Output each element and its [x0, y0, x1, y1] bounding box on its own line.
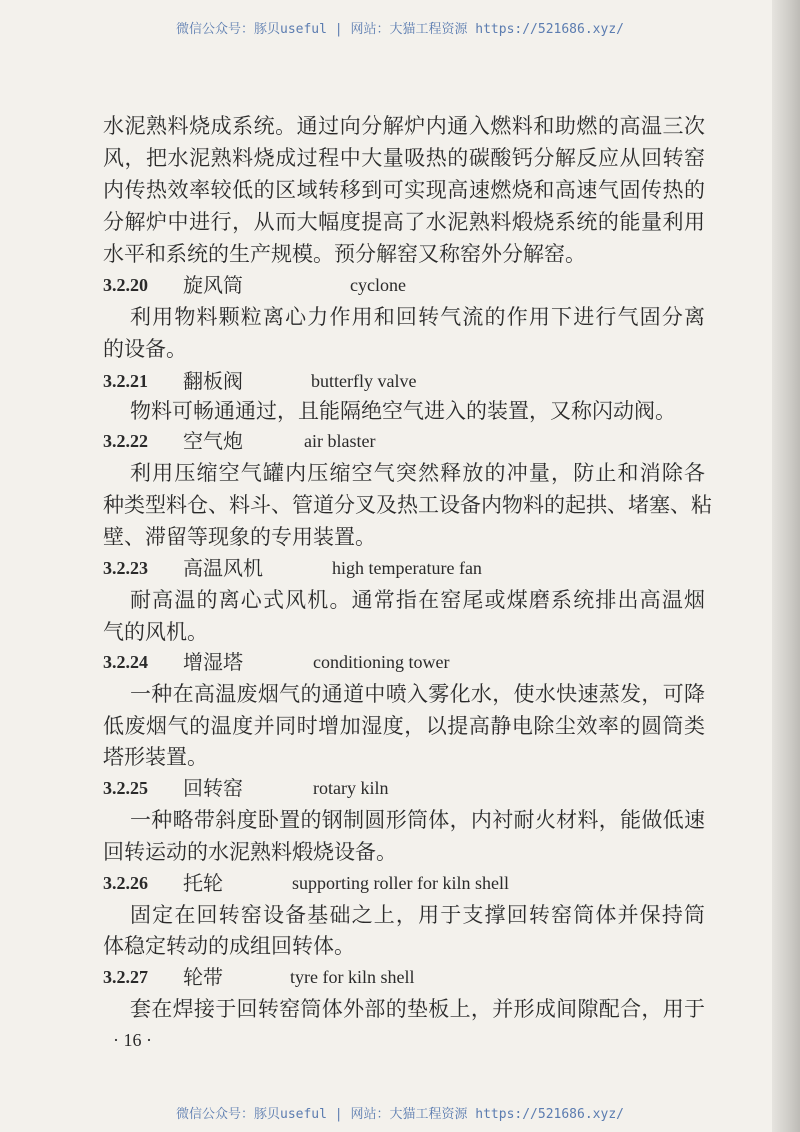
term-english: butterfly valve [311, 371, 417, 391]
term-heading [0, 367, 800, 395]
term-chinese: 高温风机 [183, 556, 263, 580]
definition-line: 气的风机。 [103, 620, 208, 644]
term-number: 3.2.26 [103, 873, 148, 893]
definition-line: 塔形装置。 [103, 745, 208, 769]
term-heading [0, 554, 800, 582]
term-english: tyre for kiln shell [290, 967, 415, 987]
term-heading [0, 648, 800, 676]
term-number: 3.2.23 [103, 558, 148, 578]
definition-line: 物料可畅通通过，且能隔绝空气进入的装置，又称闪动阀。 [130, 399, 676, 423]
definition-line: 低废烟气的温度并同时增加湿度，以提高静电除尘效率的圆筒类 [103, 714, 705, 738]
term-number: 3.2.20 [103, 275, 148, 295]
paragraph-line: 分解炉中进行，从而大幅度提高了水泥熟料煅烧系统的能量利用 [103, 210, 705, 234]
term-heading [0, 774, 800, 802]
term-chinese: 轮带 [183, 965, 223, 989]
term-heading [0, 427, 800, 455]
term-english: high temperature fan [332, 558, 482, 578]
term-heading [0, 869, 800, 897]
paragraph-line: 水平和系统的生产规模。预分解窑又称窑外分解窑。 [103, 242, 586, 266]
paragraph-line: 内传热效率较低的区域转移到可实现高速燃烧和高速气固传热的 [103, 178, 705, 202]
term-english: conditioning tower [313, 652, 450, 672]
term-chinese: 空气炮 [183, 429, 243, 453]
term-number: 3.2.25 [103, 778, 148, 798]
paragraph-line: 风，把水泥熟料烧成过程中大量吸热的碳酸钙分解反应从回转窑 [103, 146, 705, 170]
definition-line: 回转运动的水泥熟料煅烧设备。 [103, 840, 397, 864]
term-english: rotary kiln [313, 778, 389, 798]
term-english: air blaster [304, 431, 376, 451]
term-heading [0, 271, 800, 299]
term-chinese: 翻板阀 [183, 369, 243, 393]
term-english: cyclone [350, 275, 406, 295]
term-number: 3.2.27 [103, 967, 148, 987]
term-chinese: 旋风筒 [183, 273, 243, 297]
definition-line: 壁、滞留等现象的专用装置。 [103, 525, 376, 549]
definition-line: 利用压缩空气罐内压缩空气突然释放的冲量，防止和消除各 [130, 461, 705, 485]
header-watermark: 微信公众号：豚贝useful | 网站：大猫工程资源 https://521686.xyz/ [176, 22, 624, 37]
term-chinese: 回转窑 [183, 776, 243, 800]
paragraph-line: 水泥熟料烧成系统。通过向分解炉内通入燃料和助燃的高温三次 [103, 114, 705, 138]
term-number: 3.2.22 [103, 431, 148, 451]
definition-line: 耐高温的离心式风机。通常指在窑尾或煤磨系统排出高温烟 [130, 588, 705, 612]
footer-watermark: 微信公众号：豚贝useful | 网站：大猫工程资源 https://521686.xyz/ [176, 1107, 624, 1122]
definition-line: 固定在回转窑设备基础之上，用于支撑回转窑筒体并保持筒 [130, 903, 705, 927]
term-english: supporting roller for kiln shell [292, 873, 509, 893]
definition-line: 体稳定转动的成组回转体。 [103, 934, 355, 958]
definition-line: 利用物料颗粒离心力作用和回转气流的作用下进行气固分离 [130, 305, 705, 329]
definition-line: 的设备。 [103, 337, 187, 361]
definition-line: 一种在高温废烟气的通道中喷入雾化水，使水快速蒸发，可降 [130, 682, 705, 706]
term-chinese: 托轮 [183, 871, 223, 895]
term-chinese: 增湿塔 [183, 650, 243, 674]
page-number: · 16 · [113, 1030, 152, 1050]
definition-line: 种类型料仓、料斗、管道分叉及热工设备内物料的起拱、堵塞、粘 [103, 493, 712, 517]
definition-line: 一种略带斜度卧置的钢制圆形筒体，内衬耐火材料，能做低速 [130, 808, 705, 832]
term-number: 3.2.21 [103, 371, 148, 391]
definition-line: 套在焊接于回转窑筒体外部的垫板上，并形成间隙配合，用于 [130, 997, 705, 1021]
term-heading [0, 963, 800, 991]
term-number: 3.2.24 [103, 652, 148, 672]
